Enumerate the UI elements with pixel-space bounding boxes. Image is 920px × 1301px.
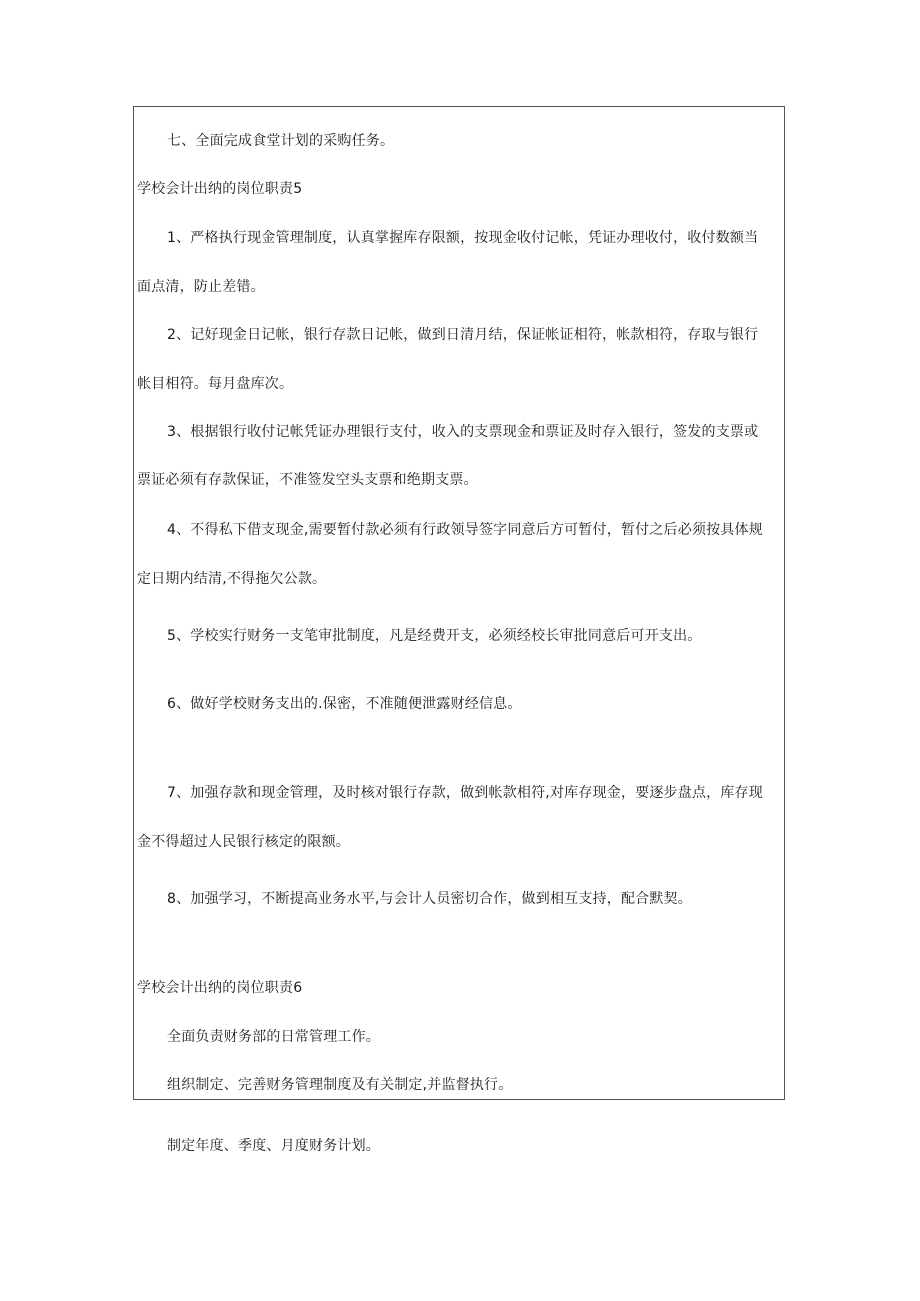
paragraph-line: 7、加强存款和现金管理，及时核对银行存款，做到帐款相符,对库存现金，要逐步盘点，库存现 [167,785,763,801]
paragraph-line: 3、根据银行收付记帐凭证办理银行支付，收入的支票现金和票证及时存入银行，签发的支票或 [167,424,759,440]
paragraph-line: 制定年度、季度、月度财务计划。 [167,1138,380,1154]
paragraph-line: 帐目相符。每月盘库次。 [137,376,294,392]
section-heading: 学校会计出纳的岗位职责5 [137,181,303,197]
paragraph-line: 5、学校实行财务一支笔审批制度，凡是经费开支，必须经校长审批同意后可开支出。 [167,628,702,644]
paragraph-line: 面点清，防止差错。 [137,279,265,295]
paragraph-line: 1、严格执行现金管理制度，认真掌握库存限额，按现金收付记帐，凭证办理收付，收付数额当 [167,230,759,246]
paragraph-line: 6、做好学校财务支出的.保密，不准随便泄露财经信息。 [167,696,522,712]
paragraph-line: 8、加强学习，不断提高业务水平,与会计人员密切合作，做到相互支持，配合默契。 [167,891,692,907]
paragraph-line: 定日期内结清,不得拖欠公款。 [137,571,327,587]
section-heading: 学校会计出纳的岗位职责6 [137,980,303,996]
paragraph-line: 2、记好现金日记帐，银行存款日记帐，做到日清月结，保证帐证相符，帐款相符，存取与银行 [167,327,759,343]
paragraph-line: 金不得超过人民银行核定的限额。 [137,834,350,850]
document-frame [133,106,785,1100]
paragraph-line: 4、不得私下借支现金,需要暂付款必须有行政领导签字同意后方可暂付，暂付之后必须按具体规 [167,522,763,538]
paragraph-line: 全面负责财务部的日常管理工作。 [167,1029,380,1045]
paragraph-line: 七、全面完成食堂计划的采购任务。 [167,133,395,149]
paragraph-line: 组织制定、完善财务管理制度及有关制定,并监督执行。 [167,1077,513,1093]
paragraph-line: 票证必须有存款保证，不准签发空头支票和绝期支票。 [137,472,478,488]
